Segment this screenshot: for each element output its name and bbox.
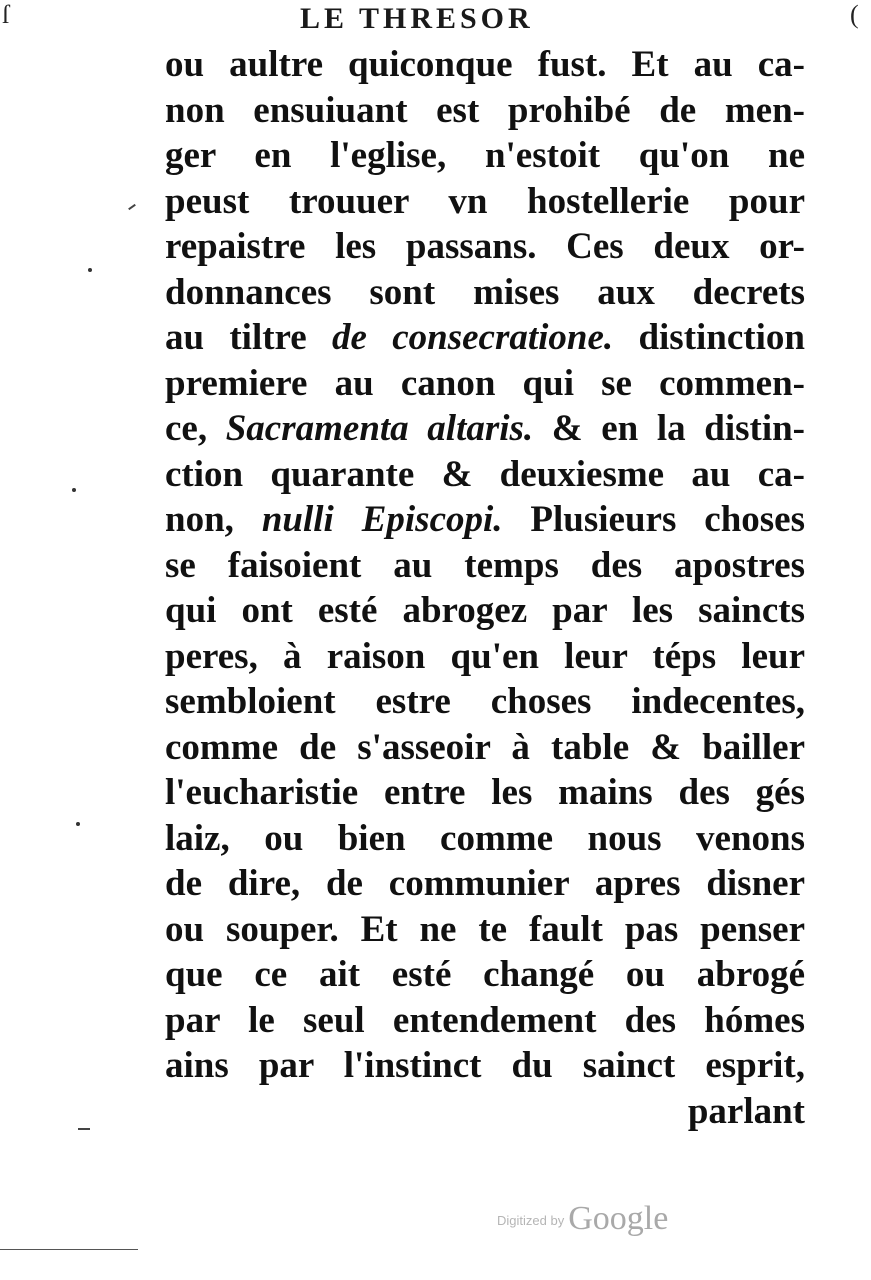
line-segment: laiz, ou bien comme nous venons [165, 817, 805, 859]
text-line [165, 816, 805, 862]
text-line [165, 42, 805, 88]
text-line [165, 861, 805, 907]
line-segment: se faisoient au temps des apostres [165, 544, 805, 586]
text-line [165, 588, 805, 634]
line-segment: donnances sont mises aux decrets [165, 271, 805, 313]
ink-speck [72, 488, 76, 492]
text-line [165, 315, 805, 361]
right-edge-mark: ( [850, 0, 859, 29]
line-segment: Plusieurs choses [502, 499, 805, 540]
line-segment: au tiltre [165, 317, 333, 358]
line-segment: ger en l'eglise, n'estoit qu'on ne [165, 135, 805, 176]
latin-citation: de consecratione. [332, 317, 614, 358]
text-line [165, 88, 805, 134]
line-segment: l'eucharistie entre les mains des gés [165, 772, 805, 813]
text-line [165, 452, 805, 498]
line-segment: par le seul entendement des hómes [165, 999, 805, 1041]
latin-citation: Sacramenta altaris. [225, 408, 534, 449]
google-logo: Google [568, 1200, 669, 1237]
text-line [165, 770, 805, 816]
ink-speck [88, 268, 92, 272]
line-segment: distinction [613, 317, 805, 358]
catchword: parlant [687, 1090, 805, 1132]
text-line [165, 179, 805, 225]
line-segment: ce, [165, 408, 226, 449]
line-segment: repaistre les passans. Ces deux or- [165, 226, 805, 267]
text-line [165, 634, 805, 680]
text-line [165, 133, 805, 179]
line-segment: non, [165, 499, 262, 540]
line-segment: que ce ait esté changé ou abrogé [165, 954, 805, 995]
line-segment: ains par l'instinct du sainct esprit, [165, 1045, 805, 1086]
text-line [165, 725, 805, 771]
text-line [165, 224, 805, 270]
text-line [165, 907, 805, 953]
digitized-watermark [497, 1200, 668, 1238]
text-line [165, 952, 805, 998]
running-header: LE THRESOR [300, 2, 534, 35]
ink-mark [78, 1128, 90, 1130]
text-line [165, 406, 805, 452]
line-segment: peres, à raison qu'en leur téps leur [165, 635, 805, 677]
line-segment: ou souper. Et ne te fault pas penser [165, 908, 805, 950]
line-segment: non ensuiuant est prohibé de men- [165, 89, 805, 131]
line-segment: comme de s'asseoir à table & bailler [165, 726, 805, 768]
line-segment: premiere au canon qui se commen- [165, 362, 805, 404]
text-line [165, 543, 805, 589]
line-segment: peust trouuer vn hostellerie pour [165, 180, 805, 222]
line-segment: de dire, de communier apres disner [165, 863, 805, 904]
text-line [165, 998, 805, 1044]
latin-citation: nulli Episcopi. [261, 499, 503, 540]
text-line [165, 270, 805, 316]
body-text [165, 42, 805, 1134]
text-line [165, 497, 805, 543]
line-segment: sembloient estre choses indecentes, [165, 681, 805, 722]
text-line [165, 1043, 805, 1089]
line-segment: & en la distin- [533, 408, 805, 449]
line-segment: qui ont esté abrogez par les saincts [165, 590, 805, 631]
line-segment: ction quarante & deuxiesme au ca- [165, 453, 805, 495]
text-line [165, 679, 805, 725]
bottom-rule [0, 1249, 138, 1250]
watermark-prefix: Digitized by [497, 1213, 565, 1228]
ink-mark [128, 204, 136, 210]
ink-speck [76, 822, 80, 826]
text-line [165, 361, 805, 407]
left-edge-mark: ſ [2, 0, 10, 29]
line-segment: ou aultre quiconque fust. Et au ca- [165, 44, 805, 85]
